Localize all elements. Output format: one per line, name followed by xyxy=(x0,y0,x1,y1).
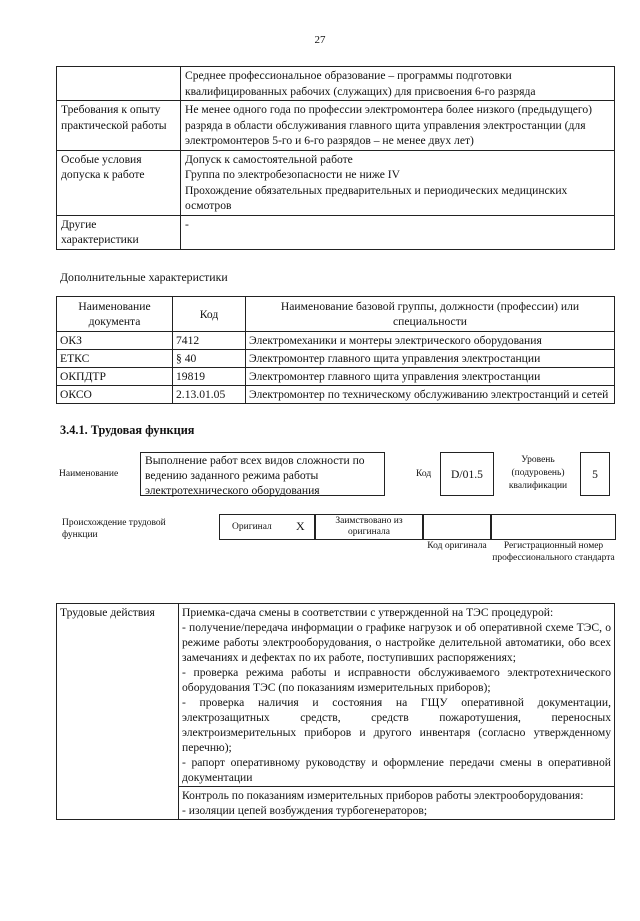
table-row xyxy=(57,368,615,386)
registration-number-cell xyxy=(491,514,616,540)
column-header: Код xyxy=(173,297,246,332)
code-cell: 7412 xyxy=(173,332,246,350)
requirements-table xyxy=(56,66,615,250)
table-row xyxy=(57,604,615,787)
table-header-row xyxy=(57,297,615,332)
requirement-line: Прохождение обязательных предварительных и периодических медицинских осмотров xyxy=(185,183,568,212)
requirement-value: Не менее одного года по профессии электромонтера более низкого (предыдущего) разряда в области обслуживания главного щита управления электростанции (для электромонтеров 5-го и 6-го разрядов – не менее двух лет) xyxy=(181,101,615,151)
requirement-label: Другие характеристики xyxy=(57,215,181,249)
original-mark: X xyxy=(296,519,305,533)
table-row xyxy=(57,332,615,350)
requirement-label: Требования к опыту практической работы xyxy=(57,101,181,151)
name-label: Наименование xyxy=(59,469,119,479)
origin-label: Происхождение трудовой функции xyxy=(62,518,166,540)
doc-name-cell: ЕТКС xyxy=(57,350,173,368)
column-header: Наименование базовой группы, должности (профессии) или специальности xyxy=(246,297,615,332)
requirement-value: Среднее профессиональное образование – программы подготовки квалифицированных рабочих (служащих) для присвоения 6-го разряда xyxy=(181,67,615,101)
labor-actions-table xyxy=(56,603,615,820)
function-code: D/01.5 xyxy=(440,452,494,496)
original-code-cell xyxy=(423,514,491,540)
action-bullet: - проверка наличия и состояния на ГЩУ оперативной документации, электрозащитных средств, средств пожаротушения, переносных электроизмерительных приборов и другого инвентаря (согласно утвержденному перечню); xyxy=(182,696,611,754)
code-cell: 19819 xyxy=(173,368,246,386)
action-title: Контроль по показаниям измерительных приборов работы электрооборудования: xyxy=(182,789,584,802)
function-name: Выполнение работ всех видов сложности по ведению заданного режима работы электротехнического оборудования xyxy=(140,452,385,496)
labor-action-cell xyxy=(179,787,615,820)
table-row xyxy=(57,150,615,215)
level-label: Уровень (подуровень) квалификации xyxy=(508,455,568,491)
action-bullet: - рапорт оперативному руководству и оформление передачи смены в оперативной документации xyxy=(182,756,611,784)
borrowed-cell: Заимствовано из оригинала xyxy=(315,514,423,540)
title-cell: Электромонтер главного щита управления электростанции xyxy=(246,350,615,368)
original-code-label: Код оригинала xyxy=(427,541,487,551)
code-label: Код xyxy=(416,469,432,479)
original-cell xyxy=(219,514,315,540)
requirement-line: Допуск к самостоятельной работе xyxy=(185,152,353,166)
requirement-label xyxy=(57,67,181,101)
level-value: 5 xyxy=(580,452,610,496)
function-name-row xyxy=(56,452,626,496)
registration-number-label: Регистрационный номер профессионального стандарта xyxy=(492,541,615,563)
requirement-line: Группа по электробезопасности не ниже IV xyxy=(185,168,400,181)
table-row xyxy=(57,67,615,101)
original-label: Оригинал xyxy=(232,522,272,532)
code-cell: § 40 xyxy=(173,350,246,368)
action-bullet: - проверка режима работы и исправности обслуживаемого электротехнического оборудования ТЭС (по показаниям измерительных приборов); xyxy=(182,666,611,694)
requirement-value xyxy=(181,150,615,215)
labor-action-cell xyxy=(179,604,615,787)
title-cell: Электромеханики и монтеры электрического оборудования xyxy=(246,332,615,350)
requirement-label: Особые условия допуска к работе xyxy=(57,150,181,215)
requirement-value: - xyxy=(181,215,615,249)
action-title: Приемка-сдача смены в соответствии с утвержденной на ТЭС процедурой: xyxy=(182,606,554,619)
title-cell: Электромонтер главного щита управления электростанции xyxy=(246,368,615,386)
page-number: 27 xyxy=(314,34,326,46)
column-header: Наименование документа xyxy=(57,297,173,332)
title-cell: Электромонтер по техническому обслуживанию электростанций и сетей xyxy=(246,386,615,404)
doc-name-cell: ОКЗ xyxy=(57,332,173,350)
code-cell: 2.13.01.05 xyxy=(173,386,246,404)
table-row xyxy=(57,350,615,368)
labor-actions-label: Трудовые действия xyxy=(57,604,179,820)
function-title: 3.4.1. Трудовая функция xyxy=(60,423,195,437)
action-bullet: - изоляции цепей возбуждения турбогенераторов; xyxy=(182,804,428,817)
additional-table xyxy=(56,296,615,404)
table-row xyxy=(57,101,615,151)
doc-name-cell: ОКСО xyxy=(57,386,173,404)
table-row xyxy=(57,386,615,404)
table-row xyxy=(57,215,615,249)
doc-name-cell: ОКПДТР xyxy=(57,368,173,386)
action-bullet: - получение/передача информации о графике нагрузок и об оперативной схеме ТЭС, о режиме работы электрооборудования, о настройке делительной автоматики, обо всех замечаниях и дефектах по их работе, поступивших распоряжениях; xyxy=(182,621,611,664)
additional-title: Дополнительные характеристики xyxy=(60,270,228,284)
